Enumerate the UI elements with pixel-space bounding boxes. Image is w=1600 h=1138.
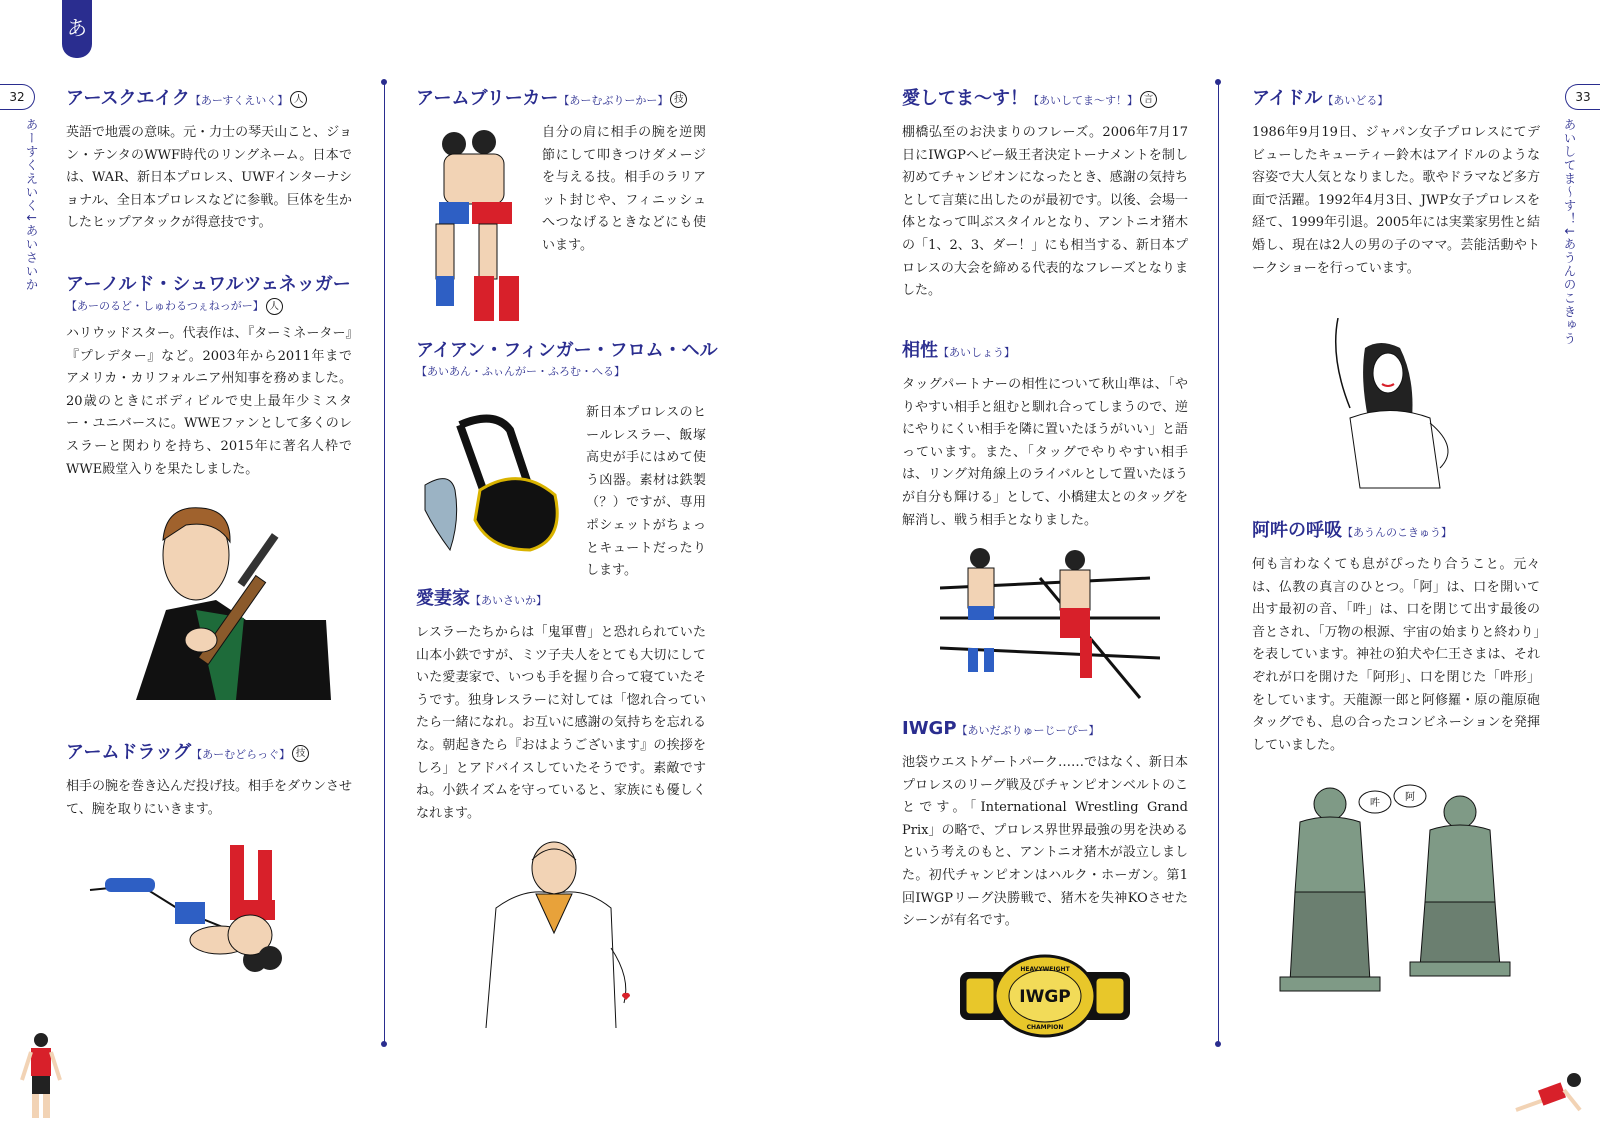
index-range-left: あーすくえいく↓あいさいか: [24, 118, 39, 292]
entry-body: 自分の肩に相手の腕を逆関節にして叩きつけダメージを与える技。相手のラリアット封じや、フィニッシュへつなげるときなどにも使います。: [542, 125, 706, 253]
belt-bottom-text: CHAMPION: [1026, 1024, 1064, 1031]
category-badge: 技: [670, 91, 687, 108]
page-number-right: 33: [1565, 84, 1600, 110]
category-badge: 言: [1140, 91, 1157, 108]
speech-bubble-un-text: 吽: [1370, 798, 1380, 809]
column-divider: [1218, 82, 1219, 1044]
entry-kana: 【あーすくえいく】: [189, 94, 289, 107]
entry-heading: [66, 740, 352, 768]
entry-body: タッグパートナーの相性について秋山準は、「やりやすい相手と組むと馴れ合ってしまうので、逆にやりにくい相手を隣に置いたほうがいい」と語っています。また、「タッグでやりやすい相手は、リング対角線上のライバルとして置いたほうが自分も輝ける」として、小橋建太とのタッグを解消し、戦う相手となりました。: [902, 377, 1189, 528]
aisaika-illustration: [466, 838, 646, 1028]
aun-illustration: [1270, 782, 1520, 1012]
entry-body: レスラーたちからは「鬼軍曹」と恐れられていた山本小鉄ですが、ミツ子夫人をとても大切にしていた愛妻家で、いつも手を握り合って寝ていたそうです。独身レスラーに対しては「惚れ合っていたら一緒になれ。お互いに感謝の気持ちを忘れるな。朝起きたら『おはようございます』の挨拶をしろ」とアドバイスしていたそうです。素敵ですね。小鉄イズムを守っていると、家族にも優しくなれます。: [416, 625, 706, 821]
entry-heading: [902, 716, 1188, 744]
idol-illustration: [1320, 318, 1470, 508]
entry-title: アームドラッグ: [66, 742, 192, 763]
column-divider: [384, 82, 385, 1044]
index-tab: あ: [62, 0, 92, 58]
arnold-illustration: [126, 500, 336, 705]
entry-heading: [416, 86, 706, 114]
entry-heading: [1252, 518, 1540, 546]
entry-armdrag: [66, 740, 352, 821]
entry-heading: [416, 586, 706, 614]
entry-kana: 【あうんのこきゅう】: [1342, 526, 1452, 539]
entry-aisaika: [416, 586, 706, 825]
entry-title: 愛してま〜す！: [902, 88, 1028, 109]
entry-kana: 【あいあん・ふぃんがー・ふろむ・へる】: [416, 365, 625, 378]
entry-body: 何も言わなくても息がぴったり合うこと。元々は、仏教の真言のひとつ。「阿」は、口を開いて出す最初の音、「吽」は、口を閉じて出す最後の音とされ、「万物の根源、宇宙の始まりと終わり」を表しています。神社の狛犬や仁王さまは、それぞれが口を開けた「阿形」、口を閉じた「吽形」をしています。天龍源一郎と阿修羅・原の龍原砲タッグでも、息の合ったコンビネーションを発揮していました。: [1252, 557, 1540, 753]
entry-kana: 【あいどる】: [1322, 94, 1389, 107]
entry-kana: 【あーのるど・しゅわるつぇねっがー】: [66, 299, 264, 313]
aisho-illustration: [940, 548, 1160, 708]
entry-aishitemasu: [902, 86, 1188, 303]
belt-center-text: IWGP: [1019, 987, 1071, 1007]
entry-kana: 【あーむぶりーかー】: [558, 94, 669, 107]
entry-body: 棚橋弘至のお決まりのフレーズ。2006年7月17日にIWGPヘビー級王者決定トーナメントを制し初めてチャンピオンになったとき、感謝の気持ちとして言葉に出したのが最初です。以後、会場一体となって叫ぶスタイルとなり、アントニオ猪木の「1、2、3、ダー！」にも相当する、新日本プロレスの大会を締める代表的なフレーズとなりました。: [902, 125, 1188, 299]
entry-kana-line: [66, 298, 352, 315]
entry-body: 新日本プロレスのヒールレスラー、飯塚高史が手にはめて使う凶器。素材は鉄製（？）ですが、専用ポシェットがちょっとキュートだったりします。: [586, 405, 706, 579]
entry-title: アイドル: [1252, 88, 1323, 109]
category-badge: 技: [292, 745, 309, 762]
entry-heading: [902, 338, 1188, 366]
entry-idol: [1252, 86, 1540, 280]
corner-wrestler-left: [18, 1032, 64, 1124]
category-badge: 人: [266, 298, 283, 315]
entry-kana: 【あいしてま〜す！】: [1028, 94, 1138, 107]
speech-bubble-a-text: 阿: [1405, 792, 1415, 803]
entry-body: ハリウッドスター。代表作は、『ターミネーター』『プレデター』など。2003年から2011年までアメリカ・カリフォルニア州知事を務めました。20歳のときにボディビルで史上最年少ミスター・ユニバースに。WWEファンとして多くのレスラーと関わりを持ち、2015年に著名人枠でWWE殿堂入りを果たしました。: [66, 326, 352, 477]
entry-armbreaker: [416, 86, 706, 114]
entry-kana: 【あいだぶりゅーじーぴー】: [956, 724, 1100, 737]
entry-arnold: [66, 272, 352, 481]
entry-aun: [1252, 518, 1540, 757]
armbreaker-illustration: [424, 126, 534, 326]
entry-heading: [902, 86, 1188, 114]
armdrag-illustration: [80, 840, 340, 990]
entry-title: アームブリーカー: [416, 88, 559, 109]
entry-title: 阿吽の呼吸: [1252, 520, 1342, 541]
entry-title: アーノルド・シュワルツェネッガー: [66, 274, 351, 295]
entry-kana: 【あーむどらっぐ】: [191, 748, 291, 761]
category-badge: 人: [290, 91, 307, 108]
entry-earthquake: [66, 86, 352, 235]
entry-body: 池袋ウエストゲートパーク……ではなく、新日本プロレスのリーグ戦及びチャンピオンベルトのことです。「International Wrestling Grand Prix」の略で、プロレス界世界最強の男を決めるという考えのもと、アントニオ猪木が設立しました。初代チャンピオンはハルク・ホーガン。第1回IWGPリーグ決勝戦で、猪木を失神KOさせたシーンが有名です。: [902, 755, 1188, 929]
entry-kana: 【あいさいか】: [470, 594, 547, 607]
entry-iwgp: [902, 716, 1188, 933]
belt-top-text: HEAVYWEIGHT: [1020, 966, 1070, 973]
entry-title: 愛妻家: [416, 588, 470, 609]
iwgp-belt-illustration: [956, 952, 1134, 1040]
entry-title: 相性: [902, 340, 938, 361]
entry-title: IWGP: [902, 718, 957, 739]
corner-wrestler-right: [1514, 1070, 1586, 1116]
entry-kana: 【あいしょう】: [938, 346, 1015, 359]
entry-heading: [66, 86, 352, 114]
entry-aisho: [902, 338, 1188, 532]
entry-body: 1986年9月19日、ジャパン女子プロレスにてデビューしたキューティー鈴木はアイドルのような容姿で大人気となりました。歌やドラマなど多方面で活躍。1992年4月3日、JWP女子プロレスを経て、1999年引退。2005年には実業家男性と結婚し、現在は2人の男の子のママ。芸能活動やトークショーを行っています。: [1252, 125, 1540, 276]
entry-title: アースクエイク: [66, 88, 190, 109]
entry-body: 相手の腕を巻き込んだ投げ技。相手をダウンさせて、腕を取りにいきます。: [66, 779, 353, 817]
entry-heading: [1252, 86, 1540, 114]
iron-finger-illustration: [420, 410, 580, 560]
page-number-left: 32: [0, 84, 35, 110]
entry-body: 英語で地震の意味。元・力士の琴天山こと、ジョン・テンタのWWF時代のリングネーム。日本では、WAR、新日本プロレス、UWFインターナショナル、全日本プロレスなどに参戦。巨体を生かしたヒップアタックが得意技です。: [66, 125, 352, 231]
entry-iron-finger: [416, 338, 718, 380]
index-range-right: あいしてま〜す！↓あうんのこきゅう: [1562, 118, 1577, 346]
entry-title: アイアン・フィンガー・フロム・ヘル: [416, 340, 718, 361]
